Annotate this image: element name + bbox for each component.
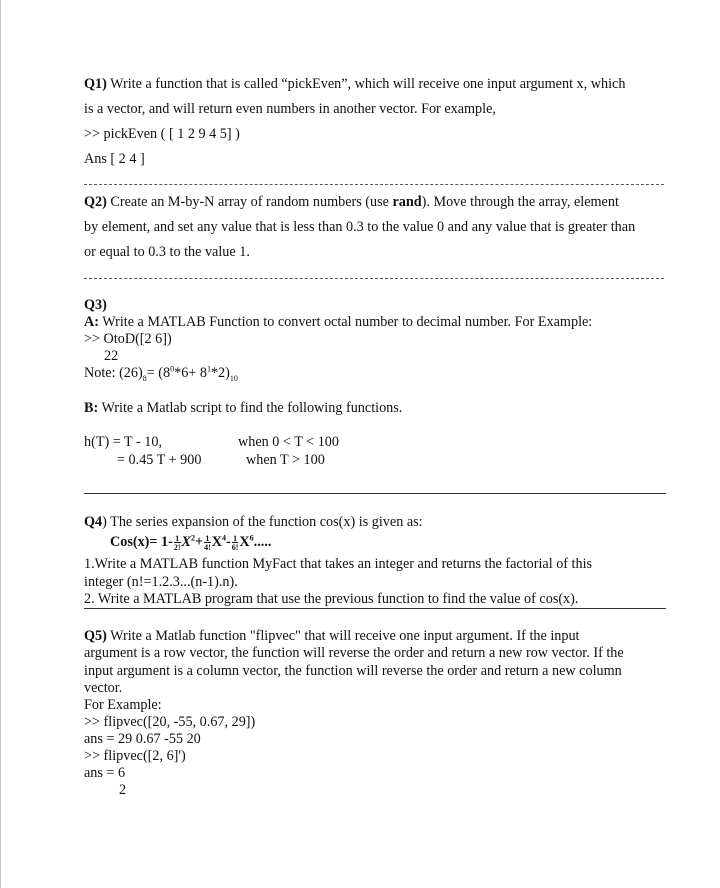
frac2-den: 4! bbox=[204, 542, 211, 552]
q2-text-1b: ). Move through the array, element bbox=[421, 194, 619, 210]
q3a-text: Write a MATLAB Function to convert octal number to decimal number. For Example: bbox=[102, 314, 593, 330]
q4-intro bbox=[84, 514, 423, 530]
q5-line-1 bbox=[84, 628, 580, 644]
q5-line-10: 2 bbox=[119, 782, 127, 798]
q1-answer: Ans [ 2 4 ] bbox=[84, 151, 145, 167]
q2-line-1 bbox=[84, 194, 619, 210]
q1-label: Q1) bbox=[84, 76, 107, 92]
separator-4 bbox=[84, 608, 666, 609]
h-line-1-right: when 0 < T < 100 bbox=[238, 434, 339, 450]
page-left-edge bbox=[0, 0, 1, 888]
h-line-1-left: h(T) = T - 10, bbox=[84, 434, 163, 450]
note-sup-1: 1 bbox=[206, 364, 211, 374]
note-sub-8: 8 bbox=[142, 373, 147, 383]
note-part-3: *6+ 8 bbox=[174, 365, 207, 381]
q4-intro-text: ) The series expansion of the function cos(x) is given as: bbox=[102, 514, 423, 530]
q5-line-6: >> flipvec([20, -55, 0.67, 29]) bbox=[84, 714, 256, 730]
note-part-4: *2) bbox=[210, 365, 230, 381]
q5-line-4: vector. bbox=[84, 680, 123, 696]
series-ellipsis: ..... bbox=[253, 534, 272, 550]
q5-line-8: >> flipvec([2, 6]') bbox=[84, 748, 186, 764]
h-line-2-left: = 0.45 T + 900 bbox=[117, 452, 202, 468]
q2-rand-keyword: rand bbox=[392, 194, 422, 210]
q5-line-7: ans = 29 0.67 -55 20 bbox=[84, 731, 201, 747]
q1-line-1 bbox=[84, 76, 625, 92]
q5-line-9: ans = 6 bbox=[84, 765, 126, 781]
minus-sign: - bbox=[226, 534, 231, 550]
q3-label: Q3) bbox=[84, 297, 107, 313]
term-x6-exp: 6 bbox=[249, 533, 254, 543]
separator-3 bbox=[84, 493, 666, 494]
q1-line-2: is a vector, and will return even numbers in another vector. For example, bbox=[84, 101, 496, 117]
q3a-note bbox=[84, 365, 238, 381]
term-x4: X bbox=[211, 534, 223, 550]
q3a-label: A: bbox=[84, 314, 99, 330]
frac2-num: 1 bbox=[205, 533, 210, 543]
q4-item-2: 2. Write a MATLAB program that use the previous function to find the value of cos(x). bbox=[84, 591, 579, 607]
q3a-line bbox=[84, 314, 592, 330]
q5-line-3: input argument is a column vector, the function will reverse the order and return a new column bbox=[84, 663, 622, 679]
q5-text-1: Write a Matlab function "flipvec" that will receive one input argument. If the input bbox=[110, 628, 580, 644]
fraction-1-over-6 bbox=[232, 535, 239, 551]
q3b-text: Write a Matlab script to find the following functions. bbox=[101, 400, 403, 416]
separator-1 bbox=[84, 184, 664, 185]
q2-line-2: by element, and set any value that is less than 0.3 to the value 0 and any value that is greater than bbox=[84, 219, 636, 235]
frac1-den: 2! bbox=[173, 542, 181, 552]
q4-item-1a: 1.Write a MATLAB function MyFact that takes an integer and returns the factorial of this bbox=[84, 556, 593, 572]
note-sub-10: 10 bbox=[229, 373, 238, 383]
q2-line-3: or equal to 0.3 to the value 1. bbox=[84, 244, 250, 260]
frac3-den: 6! bbox=[231, 542, 239, 552]
q5-line-2: argument is a row vector, the function will reverse the order and return a new row vector. If the bbox=[84, 645, 624, 661]
note-part-2: = (8 bbox=[146, 365, 171, 381]
q3a-example: >> OtoD([2 6]) bbox=[84, 331, 172, 347]
note-sup-0: 0 bbox=[170, 364, 175, 374]
term-x2: X bbox=[181, 534, 191, 550]
fraction-1-over-2 bbox=[174, 535, 181, 551]
cos-lhs: Cos(x)= 1- bbox=[110, 534, 173, 550]
term-x4-exp: 4 bbox=[222, 533, 227, 543]
q5-line-5: For Example: bbox=[84, 697, 162, 713]
h-line-2-right: when T > 100 bbox=[246, 452, 325, 468]
cos-series-formula bbox=[110, 534, 271, 551]
note-part-1: Note: (26) bbox=[84, 365, 143, 381]
plus-sign: + bbox=[195, 534, 204, 550]
q3b-label: B: bbox=[84, 400, 99, 416]
fraction-1-over-4 bbox=[204, 535, 211, 551]
q3a-result: 22 bbox=[104, 348, 119, 364]
q4-label: Q4 bbox=[84, 514, 103, 530]
term-x6: X bbox=[239, 534, 250, 550]
frac3-num: 1 bbox=[233, 533, 238, 543]
q2-text-1a: Create an M-by-N array of random numbers (use bbox=[110, 194, 393, 210]
q1-example: >> pickEven ( [ 1 2 9 4 5] ) bbox=[84, 126, 240, 142]
q3b-line bbox=[84, 400, 402, 416]
frac1-num: 1 bbox=[175, 533, 180, 543]
q5-label: Q5) bbox=[84, 628, 107, 644]
q2-label: Q2) bbox=[84, 194, 107, 210]
separator-2 bbox=[84, 278, 664, 279]
q1-text-1: Write a function that is called “pickEven”, which will receive one input argument x, which bbox=[110, 76, 626, 92]
term-x2-exp: 2 bbox=[191, 533, 195, 543]
q4-item-1b: integer (n!=1.2.3...(n-1).n). bbox=[84, 574, 238, 590]
